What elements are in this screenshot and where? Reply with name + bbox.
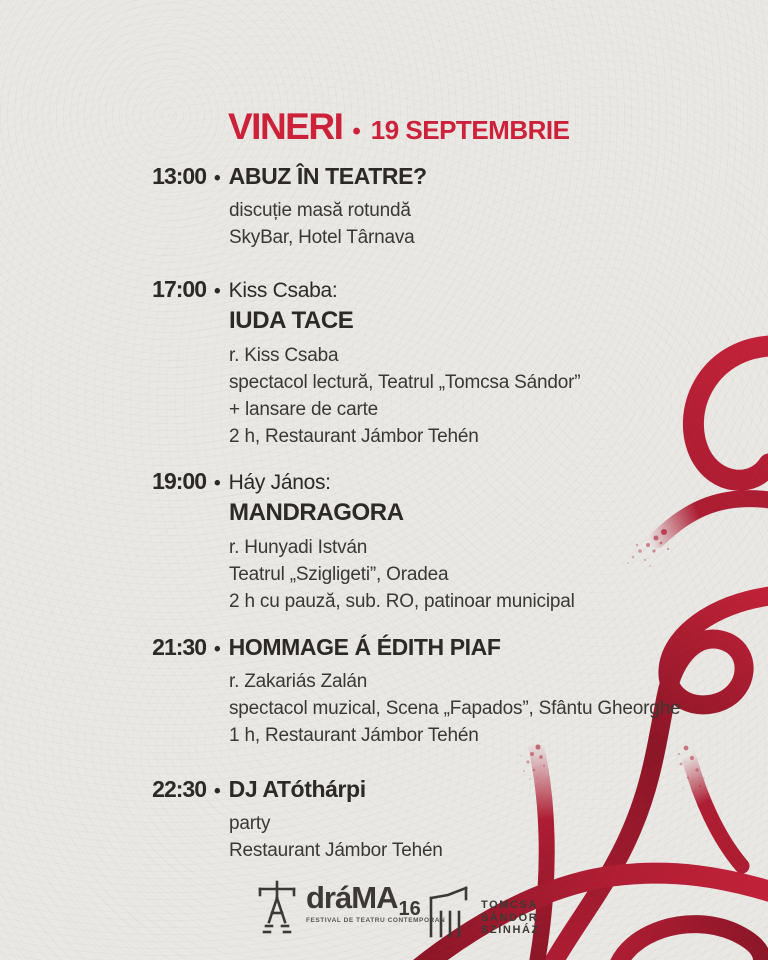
event-bullet: • xyxy=(214,168,221,189)
event-head xyxy=(148,634,680,661)
event-detail-line: spectacol muzical, Scena „Fapados”, Sfântu Gheorghe xyxy=(229,698,681,719)
tomcsa-theater-logo xyxy=(428,886,540,938)
event-block xyxy=(148,776,443,864)
event-head xyxy=(148,776,443,803)
event-details xyxy=(229,810,443,864)
title-separator-dot: • xyxy=(352,118,361,145)
drama-logo-text: dráMA xyxy=(306,880,398,915)
event-details xyxy=(229,534,575,615)
event-time: 19:00 xyxy=(152,468,206,494)
event-detail-line: Restaurant Jámbor Tehén xyxy=(229,840,443,861)
event-detail-line: 2 h cu pauză, sub. RO, patinoar municipal xyxy=(229,591,575,612)
theater-building-icon xyxy=(428,886,470,938)
event-head xyxy=(148,163,427,190)
marionette-icon xyxy=(254,880,300,938)
event-time: 13:00 xyxy=(152,163,206,189)
event-time: 17:00 xyxy=(152,276,206,302)
drama-logo-text-group xyxy=(306,880,445,924)
event-bullet: • xyxy=(214,781,221,802)
event-block xyxy=(148,276,580,450)
tomcsa-line: TOMCSA xyxy=(481,899,539,911)
event-title: DJ ATóthárpi xyxy=(228,776,366,802)
event-detail-line: party xyxy=(229,813,271,834)
event-author: Háy János: xyxy=(228,471,331,494)
event-details xyxy=(229,668,680,749)
date-title: 19 SEPTEMBRIE xyxy=(370,115,570,145)
day-title: VINERI xyxy=(228,106,343,147)
event-block xyxy=(148,163,427,251)
event-bullet: • xyxy=(214,473,221,494)
event-block xyxy=(148,634,680,749)
tomcsa-logo-text xyxy=(481,899,540,937)
event-time: 21:30 xyxy=(152,634,206,660)
event-title: HOMMAGE Á ÉDITH PIAF xyxy=(228,634,501,660)
event-block xyxy=(148,468,575,615)
event-time: 22:30 xyxy=(152,776,206,802)
event-head xyxy=(148,276,580,303)
event-detail-line: + lansare de carte xyxy=(229,399,379,420)
event-detail-line: discuție masă rotundă xyxy=(229,200,411,221)
event-detail-line: SkyBar, Hotel Târnava xyxy=(229,227,415,248)
drama-festival-logo xyxy=(254,880,445,938)
drama-logo-subtitle: FESTIVAL DE TEATRU CONTEMPORAN xyxy=(306,917,446,924)
tomcsa-line: SÁNDOR xyxy=(481,911,539,924)
event-title: ABUZ ÎN TEATRE? xyxy=(228,163,427,189)
event-details xyxy=(229,342,580,450)
tomcsa-line: SZÍNHÁZ xyxy=(481,924,540,936)
event-title: IUDA TACE xyxy=(229,307,354,334)
event-bullet: • xyxy=(214,639,221,660)
event-detail-line: r. Hunyadi István xyxy=(229,537,368,558)
event-bullet: • xyxy=(214,281,221,302)
event-detail-line: r. Zakariás Zalán xyxy=(229,671,368,692)
event-author: Kiss Csaba: xyxy=(228,279,338,302)
event-head xyxy=(148,468,575,495)
event-details xyxy=(229,197,427,251)
event-detail-line: 2 h, Restaurant Jámbor Tehén xyxy=(229,426,479,447)
event-detail-line: spectacol lectură, Teatrul „Tomcsa Sándor” xyxy=(229,372,581,393)
drama-logo-number: 16 xyxy=(398,898,421,920)
event-title: MANDRAGORA xyxy=(229,499,404,526)
event-detail-line: r. Kiss Csaba xyxy=(229,345,339,366)
event-detail-line: 1 h, Restaurant Jámbor Tehén xyxy=(229,725,479,746)
event-detail-line: Teatrul „Szigligeti”, Oradea xyxy=(229,564,449,585)
